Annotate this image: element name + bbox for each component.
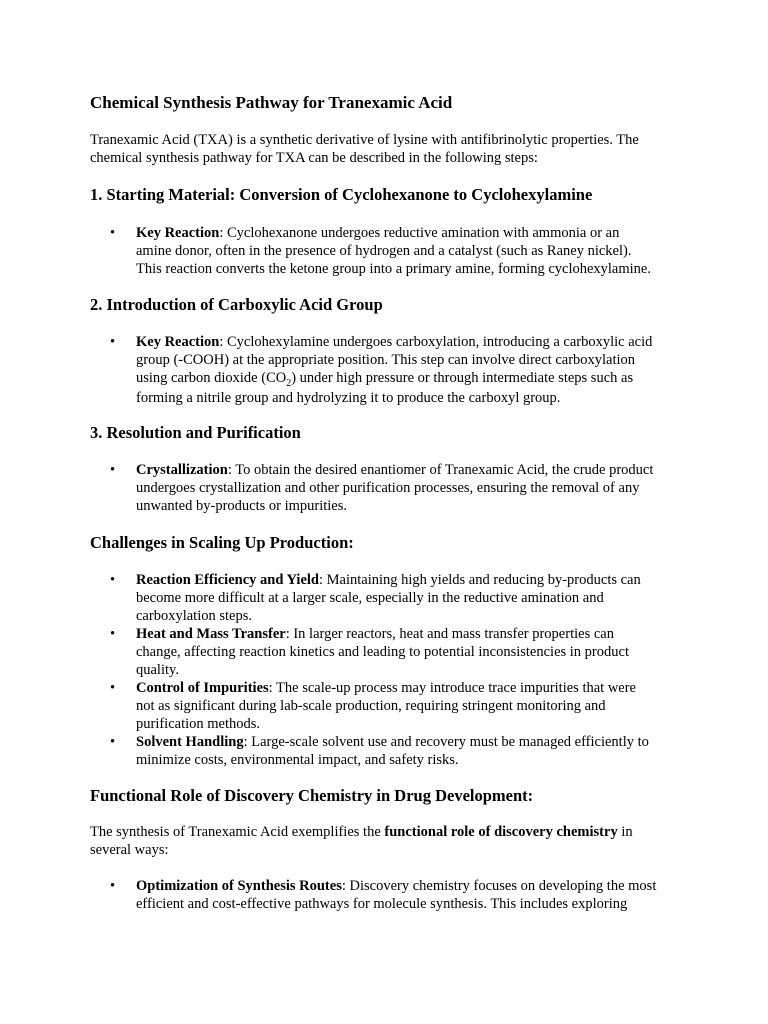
- item-term: Key Reaction: [136, 334, 220, 350]
- subscript-two: 2: [286, 378, 292, 389]
- item-term: Optimization of Synthesis Routes: [136, 878, 342, 894]
- discovery-list: [90, 877, 710, 913]
- discovery-heading: Functional Role of Discovery Chemistry in Drug Development:: [90, 786, 534, 805]
- bullet-glyph: •: [110, 680, 116, 696]
- list-item: [90, 625, 710, 679]
- bullet-glyph: •: [110, 878, 116, 894]
- item-term: Key Reaction: [136, 225, 220, 241]
- item-text: : Discovery chemistry focuses on developing the most: [341, 878, 657, 894]
- item-text: ) under high pressure or through intermediate steps such as: [291, 370, 634, 386]
- bullet-glyph: •: [110, 225, 116, 241]
- item-term: Solvent Handling: [136, 734, 244, 750]
- bullet-glyph: •: [110, 334, 116, 350]
- item-text: : Cyclohexylamine undergoes carboxylation, introducing a carboxylic acid: [219, 334, 653, 350]
- discovery-paragraph: [90, 823, 710, 859]
- paragraph-text: in: [617, 824, 633, 840]
- item-text: : Cyclohexanone undergoes reductive amination with ammonia or an: [219, 225, 620, 241]
- item-text: : The scale-up process may introduce trace impurities that were: [268, 680, 636, 696]
- challenges-list: [90, 571, 710, 769]
- paragraph-bold-text: functional role of discovery chemistry: [384, 824, 618, 840]
- bullet-glyph: •: [110, 626, 116, 642]
- list-item: [90, 571, 710, 625]
- bullet-glyph: •: [110, 734, 116, 750]
- intro-paragraph: [90, 131, 710, 167]
- item-text: not as significant during lab-scale production, requiring stringent monitoring and: [136, 698, 606, 714]
- item-term: Heat and Mass Transfer: [136, 626, 286, 642]
- section-1-heading: 1. Starting Material: Conversion of Cyclohexanone to Cyclohexylamine: [90, 185, 593, 204]
- item-text: quality.: [136, 662, 179, 678]
- item-text: : To obtain the desired enantiomer of Tranexamic Acid, the crude product: [227, 462, 654, 478]
- item-term: Control of Impurities: [136, 680, 269, 696]
- item-term: Reaction Efficiency and Yield: [136, 572, 319, 588]
- intro-line-1: Tranexamic Acid (TXA) is a synthetic derivative of lysine with antifibrinolytic properties. The: [90, 132, 639, 148]
- paragraph-text: The synthesis of Tranexamic Acid exemplifies the: [90, 824, 385, 840]
- item-text: amine donor, often in the presence of hydrogen and a catalyst (such as Raney nickel).: [136, 243, 632, 259]
- item-text: forming a nitrile group and hydrolyzing it to produce the carboxyl group.: [136, 390, 561, 406]
- bullet-glyph: •: [110, 462, 116, 478]
- item-text: purification methods.: [136, 716, 261, 732]
- page-title: Chemical Synthesis Pathway for Tranexamic Acid: [90, 93, 453, 112]
- intro-line-2: chemical synthesis pathway for TXA can be described in the following steps:: [90, 150, 538, 166]
- item-text: : Large-scale solvent use and recovery must be managed efficiently to: [243, 734, 649, 750]
- list-item: [90, 877, 710, 913]
- paragraph-text: several ways:: [90, 842, 169, 858]
- list-item: [90, 679, 710, 733]
- item-text: : In larger reactors, heat and mass transfer properties can: [285, 626, 614, 642]
- item-text: This reaction converts the ketone group into a primary amine, forming cyclohexylamine.: [136, 261, 651, 277]
- list-item: [90, 224, 710, 278]
- item-text: efficient and cost-effective pathways for molecule synthesis. This includes exploring: [136, 896, 628, 912]
- bullet-glyph: •: [110, 572, 116, 588]
- item-text: become more difficult at a larger scale, especially in the reductive amination and: [136, 590, 604, 606]
- section-3-list: [90, 461, 710, 515]
- section-3-heading: 3. Resolution and Purification: [90, 423, 301, 442]
- section-2-heading: 2. Introduction of Carboxylic Acid Group: [90, 295, 383, 314]
- item-text: unwanted by-products or impurities.: [136, 498, 348, 514]
- item-text: minimize costs, environmental impact, and safety risks.: [136, 752, 459, 768]
- item-text: : Maintaining high yields and reducing by-products can: [318, 572, 641, 588]
- list-item: [90, 333, 710, 407]
- item-text: carboxylation steps.: [136, 608, 252, 624]
- section-1-list: [90, 224, 710, 278]
- list-item: [90, 461, 710, 515]
- item-term: Crystallization: [136, 462, 228, 478]
- item-text: undergoes crystallization and other purification processes, ensuring the removal of any: [136, 480, 640, 496]
- section-2-list: [90, 333, 710, 407]
- challenges-heading: Challenges in Scaling Up Production:: [90, 533, 354, 552]
- item-text: using carbon dioxide (CO: [136, 370, 287, 386]
- list-item: [90, 733, 710, 769]
- item-text: change, affecting reaction kinetics and leading to potential inconsistencies in product: [136, 644, 629, 660]
- item-text: group (-COOH) at the appropriate position. This step can involve direct carboxylation: [136, 352, 636, 368]
